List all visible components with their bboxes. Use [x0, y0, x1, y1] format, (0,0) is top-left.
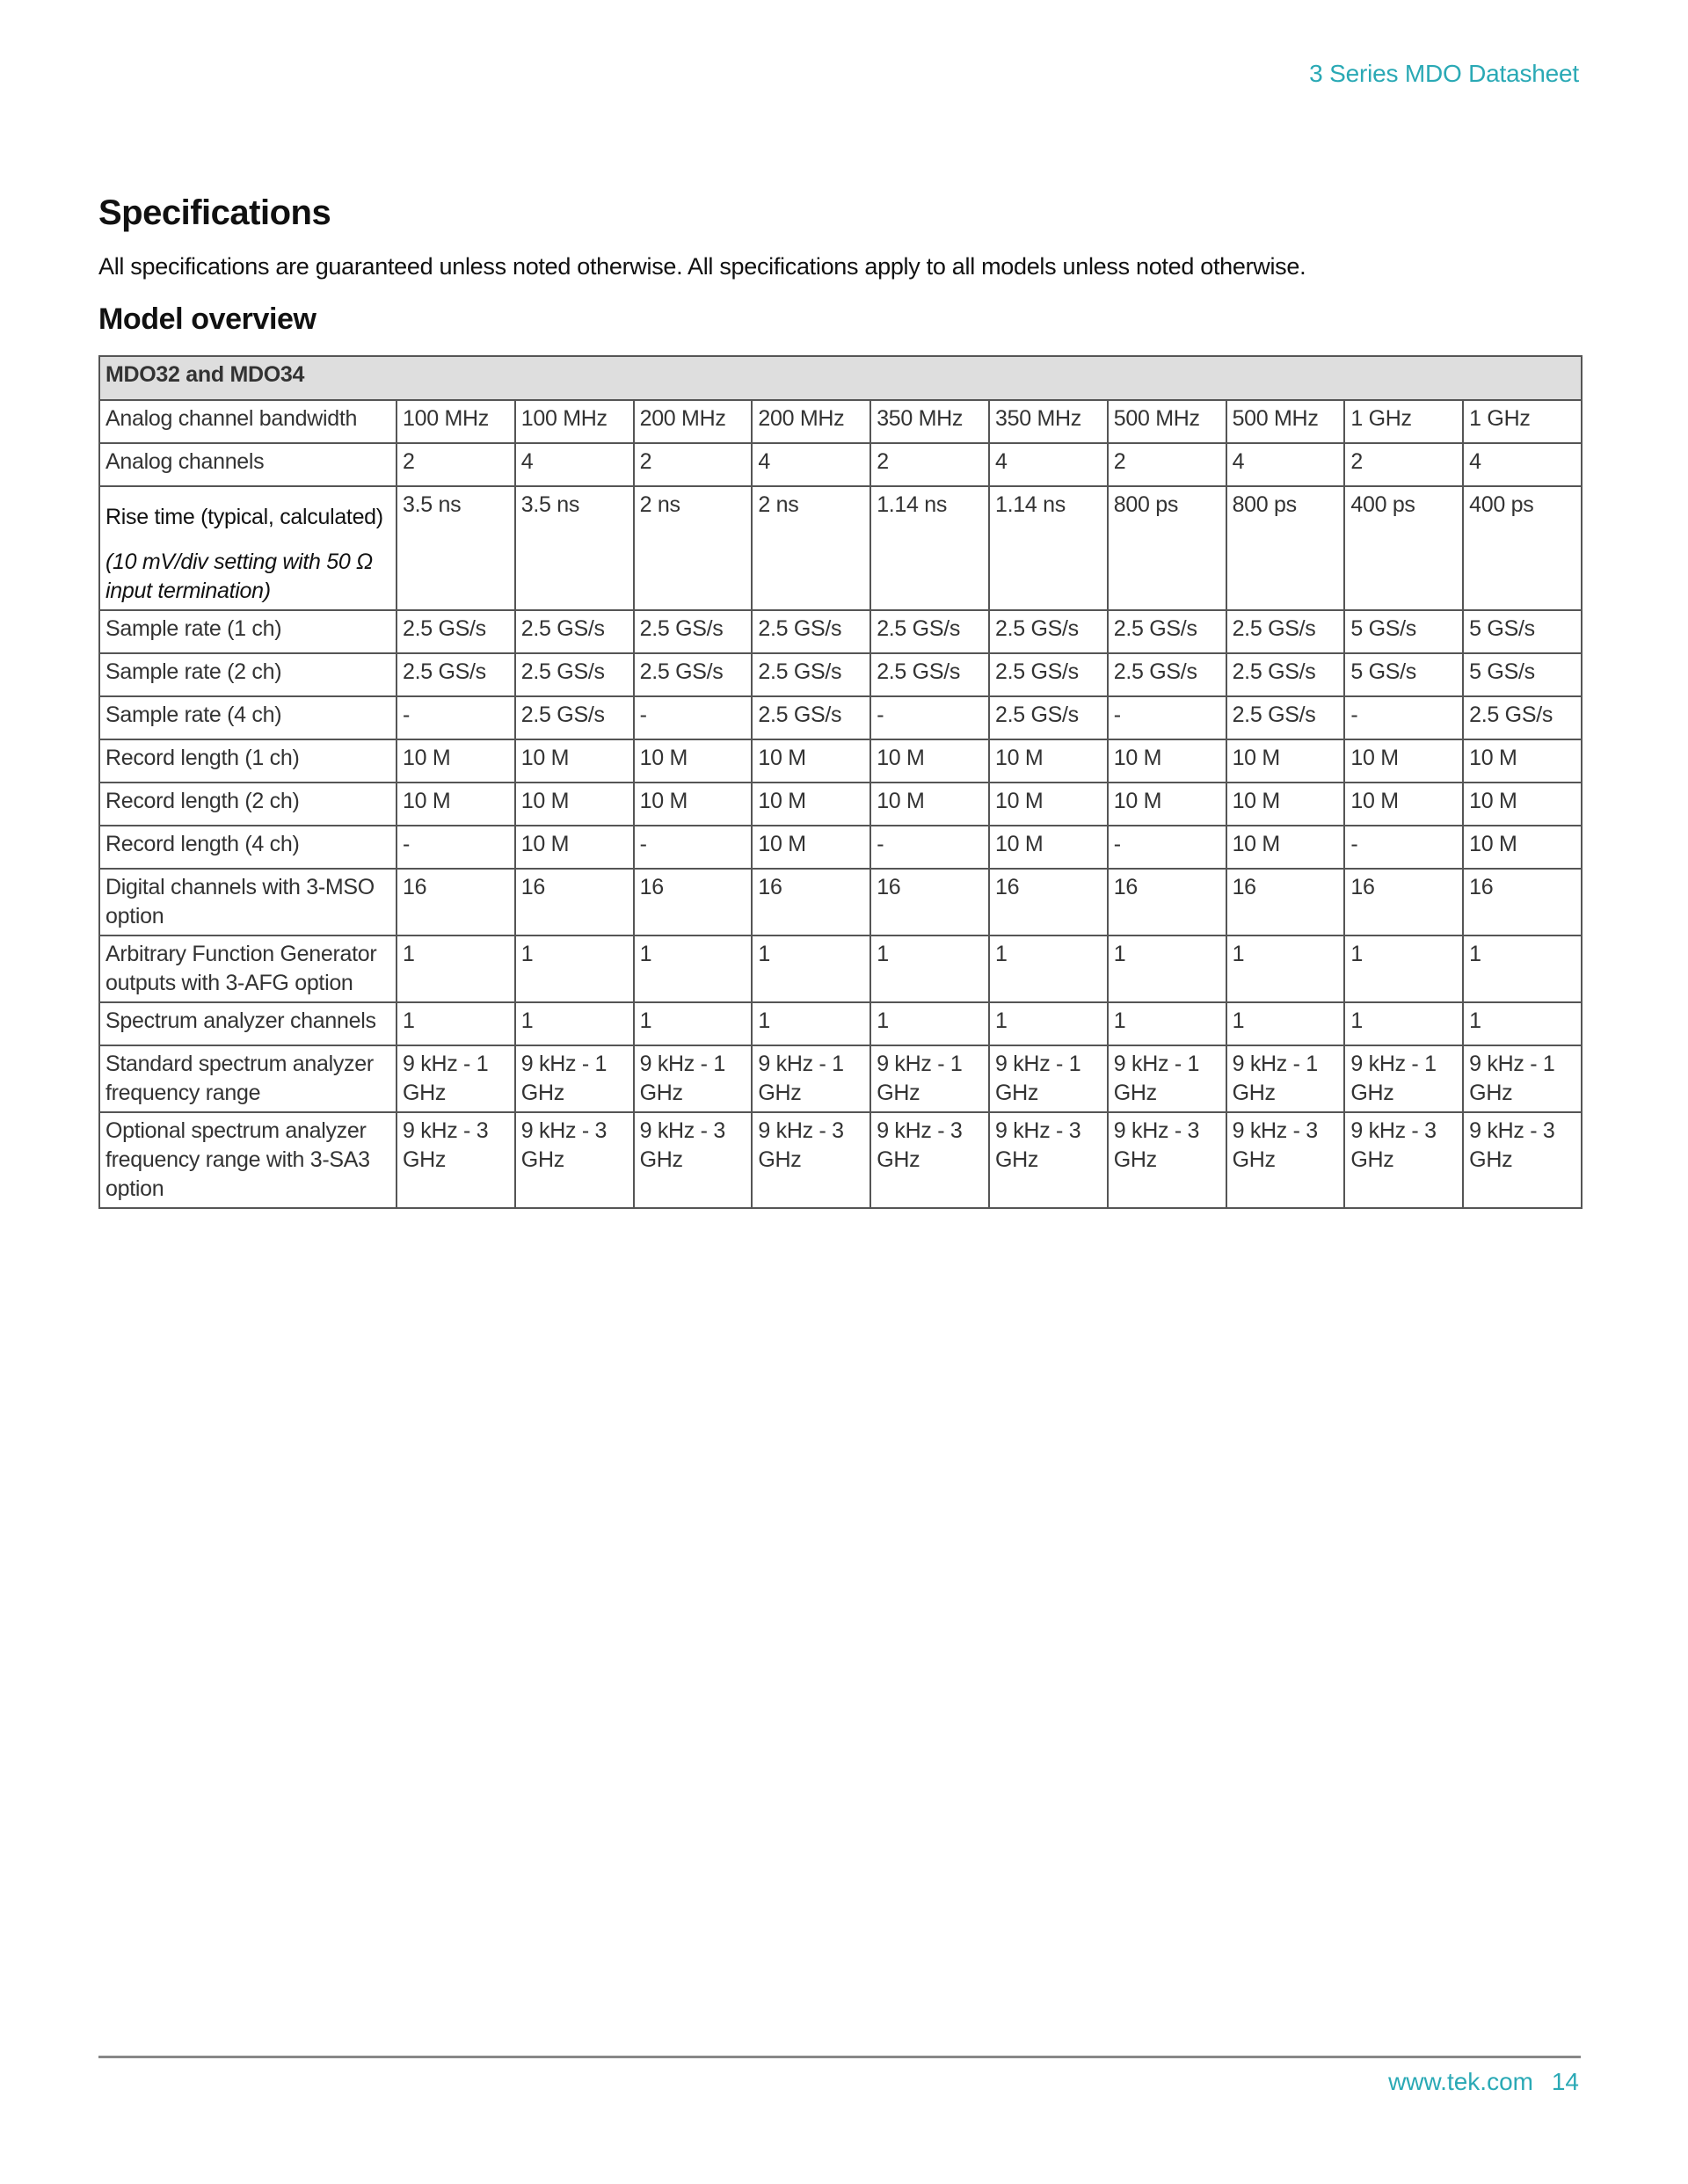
table-cell: 1: [1463, 1002, 1582, 1045]
table-cell: 1: [515, 935, 634, 1002]
table-cell: 9 kHz - 1 GHz: [1108, 1045, 1226, 1112]
table-body: [99, 400, 1582, 1208]
table-cell: 9 kHz - 3 GHz: [397, 1112, 515, 1208]
table-cell: 10 M: [1463, 739, 1582, 783]
table-cell: 500 MHz: [1108, 400, 1226, 443]
row-label-cell: Spectrum analyzer channels: [99, 1002, 397, 1045]
table-cell: 9 kHz - 3 GHz: [1463, 1112, 1582, 1208]
table-cell: 1: [1108, 935, 1226, 1002]
table-cell: 16: [1226, 869, 1345, 935]
table-row: [99, 443, 1582, 486]
table-cell: 3.5 ns: [397, 486, 515, 610]
table-cell: 2: [397, 443, 515, 486]
table-cell: 2.5 GS/s: [870, 610, 989, 653]
table-cell: -: [1344, 826, 1463, 869]
row-label-note: (10 mV/div setting with 50 Ω input termination): [106, 550, 373, 603]
table-cell: 9 kHz - 1 GHz: [634, 1045, 753, 1112]
table-cell: 16: [1463, 869, 1582, 935]
table-cell: 16: [989, 869, 1108, 935]
table-group-header: MDO32 and MDO34: [99, 356, 1582, 400]
table-cell: 2.5 GS/s: [397, 610, 515, 653]
table-cell: 10 M: [1108, 783, 1226, 826]
table-cell: 10 M: [1226, 739, 1345, 783]
table-row: [99, 935, 1582, 1002]
table-cell: 5 GS/s: [1344, 610, 1463, 653]
table-cell: 10 M: [1344, 739, 1463, 783]
table-cell: 2.5 GS/s: [989, 696, 1108, 739]
table-cell: 10 M: [1344, 783, 1463, 826]
table-cell: 10 M: [870, 739, 989, 783]
table-cell: 1: [1463, 935, 1582, 1002]
table-cell: 1: [515, 1002, 634, 1045]
table-cell: 16: [634, 869, 753, 935]
table-cell: 2.5 GS/s: [515, 653, 634, 696]
table-cell: 10 M: [515, 826, 634, 869]
table-cell: 5 GS/s: [1344, 653, 1463, 696]
table-cell: 1: [1344, 935, 1463, 1002]
table-cell: 1: [1226, 935, 1345, 1002]
table-cell: 1: [1344, 1002, 1463, 1045]
table-cell: 10 M: [1463, 826, 1582, 869]
table-row: [99, 1002, 1582, 1045]
table-cell: 1: [870, 1002, 989, 1045]
footer-divider: [98, 2056, 1581, 2058]
row-label-cell: Digital channels with 3-MSO option: [99, 869, 397, 935]
table-cell: 9 kHz - 3 GHz: [989, 1112, 1108, 1208]
table-cell: 1 GHz: [1344, 400, 1463, 443]
table-cell: 1: [989, 1002, 1108, 1045]
table-cell: -: [1108, 826, 1226, 869]
table-row: [99, 696, 1582, 739]
table-cell: 800 ps: [1226, 486, 1345, 610]
table-cell: 9 kHz - 3 GHz: [1108, 1112, 1226, 1208]
table-cell: 9 kHz - 3 GHz: [870, 1112, 989, 1208]
table-cell: 4: [752, 443, 870, 486]
row-label-cell: [99, 486, 397, 610]
table-cell: 2.5 GS/s: [1108, 610, 1226, 653]
row-label-cell: Record length (1 ch): [99, 739, 397, 783]
table-cell: 1: [989, 935, 1108, 1002]
table-cell: 5 GS/s: [1463, 653, 1582, 696]
table-row: [99, 869, 1582, 935]
table-cell: -: [870, 696, 989, 739]
table-cell: 2.5 GS/s: [1226, 653, 1345, 696]
table-cell: 9 kHz - 1 GHz: [870, 1045, 989, 1112]
table-cell: 1: [752, 935, 870, 1002]
table-cell: 16: [515, 869, 634, 935]
table-cell: 2.5 GS/s: [1226, 696, 1345, 739]
table-cell: 2.5 GS/s: [1463, 696, 1582, 739]
table-cell: 4: [1463, 443, 1582, 486]
table-cell: 9 kHz - 1 GHz: [1226, 1045, 1345, 1112]
intro-text: All specifications are guaranteed unless noted otherwise. All specifications apply to all models unless noted otherwise.: [98, 253, 1306, 280]
table-cell: 10 M: [515, 783, 634, 826]
model-overview-table: [98, 355, 1582, 1209]
table-cell: 2.5 GS/s: [397, 653, 515, 696]
table-cell: 400 ps: [1463, 486, 1582, 610]
table-cell: -: [870, 826, 989, 869]
table-cell: 350 MHz: [870, 400, 989, 443]
table-cell: 10 M: [989, 826, 1108, 869]
table-cell: 9 kHz - 3 GHz: [1226, 1112, 1345, 1208]
table-cell: 16: [1344, 869, 1463, 935]
table-cell: 1: [1226, 1002, 1345, 1045]
table-cell: 500 MHz: [1226, 400, 1345, 443]
table-cell: 10 M: [1226, 826, 1345, 869]
table-row: [99, 1112, 1582, 1208]
table-cell: 16: [752, 869, 870, 935]
row-label-cell: Standard spectrum analyzer frequency range: [99, 1045, 397, 1112]
table-cell: 200 MHz: [752, 400, 870, 443]
table-row: [99, 739, 1582, 783]
table-row: [99, 1045, 1582, 1112]
table-cell: 1.14 ns: [989, 486, 1108, 610]
table-cell: 1: [397, 935, 515, 1002]
table-cell: 2 ns: [634, 486, 753, 610]
table-cell: 10 M: [989, 739, 1108, 783]
table-cell: 16: [1108, 869, 1226, 935]
table-cell: 9 kHz - 3 GHz: [634, 1112, 753, 1208]
table-cell: 2.5 GS/s: [870, 653, 989, 696]
table-cell: 2.5 GS/s: [634, 653, 753, 696]
model-overview-heading: Model overview: [98, 302, 316, 336]
table-cell: 4: [1226, 443, 1345, 486]
table-cell: 10 M: [1226, 783, 1345, 826]
table-cell: 200 MHz: [634, 400, 753, 443]
table-row: [99, 610, 1582, 653]
table-cell: 2: [870, 443, 989, 486]
table-cell: 9 kHz - 3 GHz: [752, 1112, 870, 1208]
table-cell: 1: [397, 1002, 515, 1045]
table-cell: 10 M: [515, 739, 634, 783]
table-cell: 9 kHz - 3 GHz: [515, 1112, 634, 1208]
table-cell: 9 kHz - 1 GHz: [1463, 1045, 1582, 1112]
table-cell: 10 M: [989, 783, 1108, 826]
row-label-cell: Sample rate (2 ch): [99, 653, 397, 696]
table-cell: 2.5 GS/s: [752, 610, 870, 653]
table-cell: 2: [1344, 443, 1463, 486]
table-cell: 350 MHz: [989, 400, 1108, 443]
table-row: [99, 400, 1582, 443]
table-cell: 10 M: [752, 826, 870, 869]
table-row: [99, 653, 1582, 696]
table-cell: 2.5 GS/s: [634, 610, 753, 653]
table-cell: 10 M: [752, 739, 870, 783]
table-cell: 10 M: [397, 783, 515, 826]
table-cell: -: [634, 826, 753, 869]
row-label-cell: Analog channels: [99, 443, 397, 486]
running-header-title: 3 Series MDO Datasheet: [1309, 60, 1579, 87]
row-label-cell: Optional spectrum analyzer frequency range with 3-SA3 option: [99, 1112, 397, 1208]
table-cell: -: [1108, 696, 1226, 739]
table-cell: 10 M: [397, 739, 515, 783]
table-cell: 9 kHz - 1 GHz: [397, 1045, 515, 1112]
table-cell: 16: [397, 869, 515, 935]
table-cell: 2 ns: [752, 486, 870, 610]
table-cell: 800 ps: [1108, 486, 1226, 610]
row-label: Rise time (typical, calculated): [106, 505, 383, 529]
row-label-cell: Arbitrary Function Generator outputs with 3-AFG option: [99, 935, 397, 1002]
table-cell: -: [634, 696, 753, 739]
table-cell: 4: [515, 443, 634, 486]
table-cell: 9 kHz - 3 GHz: [1344, 1112, 1463, 1208]
table-cell: 2.5 GS/s: [1108, 653, 1226, 696]
table-cell: 1.14 ns: [870, 486, 989, 610]
table-cell: 10 M: [634, 783, 753, 826]
table-cell: 2: [634, 443, 753, 486]
table-cell: 10 M: [1108, 739, 1226, 783]
table-cell: 1 GHz: [1463, 400, 1582, 443]
table-cell: 1: [752, 1002, 870, 1045]
table-cell: 100 MHz: [515, 400, 634, 443]
section-title: Specifications: [98, 193, 331, 232]
row-label-cell: Sample rate (1 ch): [99, 610, 397, 653]
row-label-cell: Analog channel bandwidth: [99, 400, 397, 443]
table-cell: 10 M: [634, 739, 753, 783]
row-label-cell: Record length (2 ch): [99, 783, 397, 826]
table-cell: 400 ps: [1344, 486, 1463, 610]
table-cell: 1: [870, 935, 989, 1002]
table-cell: 5 GS/s: [1463, 610, 1582, 653]
table-cell: 4: [989, 443, 1108, 486]
table-cell: 1: [634, 1002, 753, 1045]
table-cell: 2.5 GS/s: [752, 696, 870, 739]
table-cell: 2: [1108, 443, 1226, 486]
table-cell: 1: [1108, 1002, 1226, 1045]
table-cell: 9 kHz - 1 GHz: [515, 1045, 634, 1112]
table-cell: -: [1344, 696, 1463, 739]
table-row: [99, 486, 1582, 610]
footer-page-number: 14: [1551, 2068, 1579, 2095]
table-cell: 2.5 GS/s: [515, 610, 634, 653]
table-row: [99, 826, 1582, 869]
table-cell: 1: [634, 935, 753, 1002]
table-cell: 2.5 GS/s: [989, 610, 1108, 653]
table-cell: 10 M: [1463, 783, 1582, 826]
table-cell: -: [397, 826, 515, 869]
table-cell: 2.5 GS/s: [1226, 610, 1345, 653]
row-label-cell: Record length (4 ch): [99, 826, 397, 869]
footer-url-link[interactable]: www.tek.com: [1388, 2068, 1533, 2095]
table-cell: -: [397, 696, 515, 739]
table-cell: 16: [870, 869, 989, 935]
table-cell: 2.5 GS/s: [515, 696, 634, 739]
row-label-cell: Sample rate (4 ch): [99, 696, 397, 739]
table-cell: 10 M: [752, 783, 870, 826]
table-cell: 9 kHz - 1 GHz: [752, 1045, 870, 1112]
table-cell: 2.5 GS/s: [752, 653, 870, 696]
table-cell: 10 M: [870, 783, 989, 826]
table-row: [99, 783, 1582, 826]
table-cell: 2.5 GS/s: [989, 653, 1108, 696]
table-cell: 9 kHz - 1 GHz: [1344, 1045, 1463, 1112]
table-cell: 9 kHz - 1 GHz: [989, 1045, 1108, 1112]
table-cell: 3.5 ns: [515, 486, 634, 610]
table-cell: 100 MHz: [397, 400, 515, 443]
table-group-header-row: [99, 356, 1582, 400]
